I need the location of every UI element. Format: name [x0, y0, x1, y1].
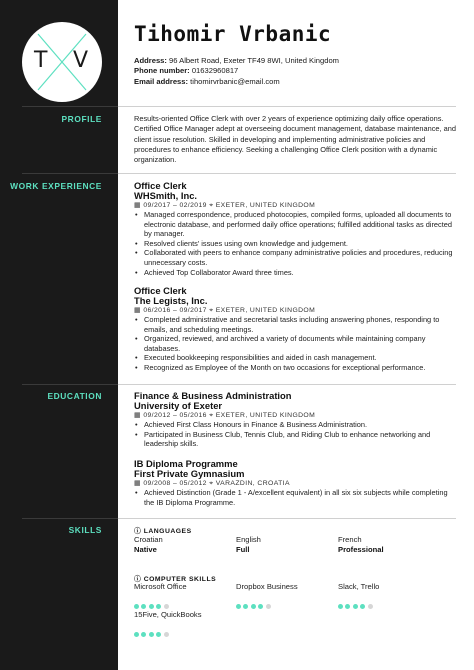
- email-value[interactable]: tihomirvrbanic@email.com: [190, 76, 280, 86]
- computer-skill-name: 15Five, QuickBooks: [134, 610, 202, 619]
- list-item: • Achieved Top Collaborator Award three times.: [134, 268, 456, 278]
- list-item: • Achieved First Class Honours in Finance & Business Administration.: [134, 420, 456, 430]
- rating-dot: [156, 604, 161, 609]
- divider: [118, 106, 456, 107]
- divider: [118, 384, 456, 385]
- language-level: Full: [236, 545, 250, 554]
- education-location: EXETER, UNITED KINGDOM: [215, 412, 316, 419]
- rating-dot: [345, 604, 350, 609]
- language-level: Professional: [338, 545, 384, 554]
- candidate-name: Tihomir Vrbanic: [134, 22, 332, 46]
- job-meta: [134, 201, 315, 210]
- monogram-logo: [22, 22, 102, 102]
- info-circle-icon: ⓘ: [134, 576, 142, 583]
- job-dates: 06/2016 – 09/2017: [143, 307, 207, 314]
- rating-dot: [164, 632, 169, 637]
- divider: [22, 173, 118, 174]
- education-dates: 09/2012 – 05/2016: [143, 412, 207, 419]
- divider: [118, 173, 456, 174]
- degree-title: IB Diploma Programme: [134, 458, 238, 469]
- rating-dot: [353, 604, 358, 609]
- skill-rating: [338, 596, 375, 602]
- job-meta: [134, 306, 315, 315]
- language-name: English: [236, 535, 261, 544]
- section-label-experience: WORK EXPERIENCE: [10, 181, 102, 191]
- divider: [22, 384, 118, 385]
- job-bullets: [134, 315, 456, 373]
- school-name: First Private Gymnasium: [134, 468, 245, 479]
- rating-dot: [236, 604, 241, 609]
- calendar-icon: ▦: [134, 480, 142, 487]
- job-bullets: [134, 210, 456, 277]
- rating-dot: [368, 604, 373, 609]
- calendar-icon: ▦: [134, 202, 142, 209]
- rating-dot: [134, 632, 139, 637]
- degree-title: Finance & Business Administration: [134, 390, 292, 401]
- job-location: EXETER, UNITED KINGDOM: [215, 307, 316, 314]
- rating-dot: [149, 632, 154, 637]
- address-value: 96 Albert Road, Exeter TF49 8WI, United Kingdom: [169, 56, 340, 65]
- divider: [22, 106, 118, 107]
- list-item: • Managed correspondence, produced photocopies, compiled forms, uploaded all documents to electronic database, and performed daily office operations; fulfilled additional tasks as directed by manager.: [134, 210, 456, 239]
- rating-dot: [338, 604, 343, 609]
- monogram-initial-right: V: [73, 48, 89, 73]
- computer-skill-name: Microsoft Office: [134, 582, 187, 591]
- rating-dot: [134, 604, 139, 609]
- rating-dot: [141, 632, 146, 637]
- language-level: Native: [134, 545, 157, 554]
- company-name: The Legists, Inc.: [134, 295, 208, 306]
- rating-dot: [149, 604, 154, 609]
- divider: [22, 518, 118, 519]
- profile-summary: Results-oriented Office Clerk with over 2 years of experience optimizing daily office operations. Certified Office Manager adept at overseeing document management, database maintenance, and client issue resolution. Skilled in developing and implementing administrative policies and procedures to enhance efficiency. Seeking a challenging Office Clerk position with a dynamic organization.: [134, 114, 456, 165]
- calendar-icon: ▦: [134, 307, 142, 314]
- education-dates: 09/2008 – 05/2012: [143, 480, 207, 487]
- address-label: Address:: [134, 56, 167, 65]
- info-circle-icon: ⓘ: [134, 528, 142, 535]
- list-item: • Achieved Distinction (Grade 1 - A/excellent equivalent) in all six six subjects while completing the IB Diploma Programme.: [134, 488, 456, 507]
- location-pin-icon: ⌖: [209, 480, 214, 487]
- skill-rating: [134, 624, 171, 630]
- skill-rating: [236, 596, 273, 602]
- languages-heading: ⓘ LANGUAGES: [134, 528, 192, 535]
- job-title: Office Clerk: [134, 180, 187, 191]
- list-item: • Resolved clients' issues using own knowledge and judgement.: [134, 239, 456, 249]
- phone-label: Phone number:: [134, 66, 190, 76]
- section-label-profile: PROFILE: [61, 114, 102, 124]
- rating-dot: [156, 632, 161, 637]
- list-item: • Executed bookkeeping responsibilities and aided in cash management.: [134, 353, 456, 363]
- rating-dot: [243, 604, 248, 609]
- education-meta: [134, 411, 315, 420]
- section-label-skills: SKILLS: [68, 525, 102, 535]
- education-meta: [134, 479, 290, 488]
- education-location: VARAZDIN, CROATIA: [215, 480, 290, 487]
- calendar-icon: ▦: [134, 412, 142, 419]
- job-title: Office Clerk: [134, 285, 187, 296]
- job-location: EXETER, UNITED KINGDOM: [215, 202, 316, 209]
- job-dates: 09/2017 – 02/2019: [143, 202, 207, 209]
- contact-block: [134, 56, 339, 87]
- rating-dot: [266, 604, 271, 609]
- list-item: • Participated in Business Club, Tennis Club, and Riding Club to enhance networking and leadership skills.: [134, 430, 456, 449]
- divider: [118, 518, 456, 519]
- email-label: Email address:: [134, 76, 189, 86]
- monogram-initial-left: T: [34, 48, 48, 73]
- list-item: • Recognized as Employee of the Month on two occasions for exceptional performance.: [134, 363, 456, 373]
- computer-skill-name: Dropbox Business: [236, 582, 298, 591]
- location-pin-icon: ⌖: [209, 307, 214, 314]
- school-name: University of Exeter: [134, 400, 223, 411]
- language-name: Croatian: [134, 535, 163, 544]
- list-item: • Completed administrative and secretarial tasks including answering phones, responding to emails, and scheduling meetings.: [134, 315, 456, 334]
- education-bullets: [134, 488, 456, 507]
- phone-value[interactable]: 01632960817: [191, 66, 239, 76]
- rating-dot: [251, 604, 256, 609]
- computer-skills-heading: ⓘ COMPUTER SKILLS: [134, 576, 217, 583]
- list-item: • Organized, reviewed, and archived a variety of documents while maintaining company databases.: [134, 334, 456, 353]
- company-name: WHSmith, Inc.: [134, 190, 198, 201]
- language-name: French: [338, 535, 362, 544]
- rating-dot: [141, 604, 146, 609]
- location-pin-icon: ⌖: [209, 412, 214, 419]
- section-label-education: EDUCATION: [47, 391, 102, 401]
- skill-rating: [134, 596, 171, 602]
- education-bullets: [134, 420, 456, 449]
- computer-skill-name: Slack, Trello: [338, 582, 380, 591]
- location-pin-icon: ⌖: [209, 202, 214, 209]
- rating-dot: [360, 604, 365, 609]
- rating-dot: [164, 604, 169, 609]
- list-item: • Collaborated with peers to enhance company administrative policies and procedures, reducing unnecessary costs.: [134, 248, 456, 267]
- rating-dot: [258, 604, 263, 609]
